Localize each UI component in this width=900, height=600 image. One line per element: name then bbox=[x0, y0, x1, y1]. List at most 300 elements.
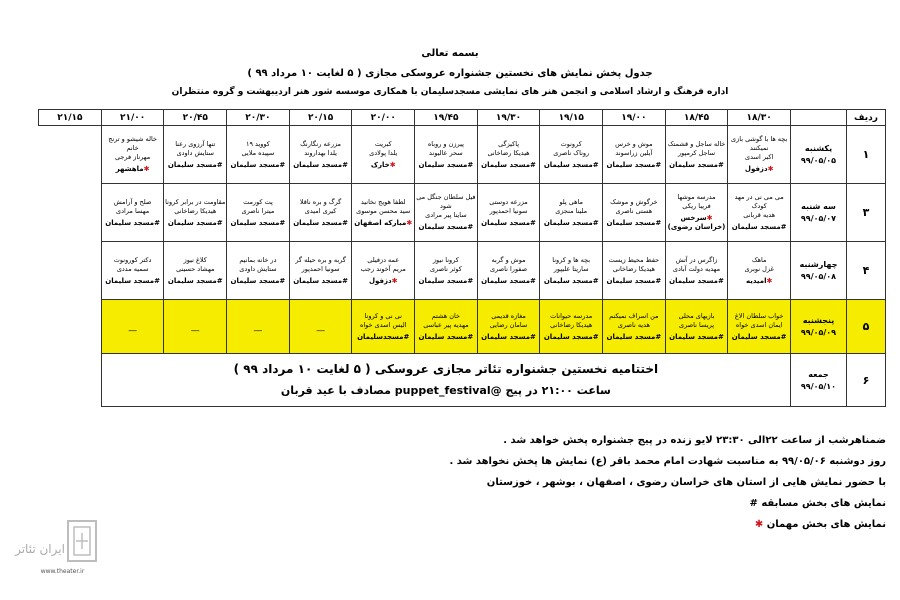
show-city bbox=[540, 161, 602, 170]
day-name: سه شنبه bbox=[801, 202, 836, 211]
table-row bbox=[39, 300, 886, 354]
day-name: جمعه bbox=[808, 369, 829, 379]
column-header-row-number: ردیف bbox=[847, 110, 886, 126]
show-director: فریبا ریکی bbox=[682, 202, 711, 210]
show-title: کووید ۱۹ bbox=[245, 139, 270, 148]
show-title: لطفا هویج نخانید bbox=[360, 197, 406, 206]
show-city bbox=[164, 161, 226, 170]
show-title: پت کورمت bbox=[243, 197, 273, 206]
show-city bbox=[540, 277, 602, 286]
show-city bbox=[540, 219, 602, 228]
column-header-time: ۱۸/۴۵ bbox=[665, 110, 728, 126]
show-city bbox=[478, 277, 540, 286]
competition-hash-icon: # bbox=[216, 276, 223, 285]
show-city bbox=[352, 333, 414, 342]
show-cell bbox=[415, 126, 478, 184]
show-director: مهرناز فرجی bbox=[115, 153, 151, 161]
show-director: ساینا پیر مرادی bbox=[425, 211, 467, 219]
competition-hash-icon: # bbox=[342, 160, 348, 169]
show-city bbox=[227, 219, 289, 228]
show-director: میترا ناصری bbox=[241, 206, 275, 215]
note-guest: نمایش های بخش مهمان ✱ bbox=[754, 519, 886, 530]
show-city bbox=[102, 219, 164, 228]
guest-star-icon: ✱ bbox=[391, 276, 398, 285]
competition-hash-icon: # bbox=[592, 218, 599, 227]
column-header-time: ۲۱/۰۰ bbox=[101, 110, 164, 126]
show-city bbox=[603, 219, 665, 228]
show-director: آیلین زراسوند bbox=[615, 148, 653, 157]
show-director: هیدیکا رضاخانی bbox=[550, 320, 593, 329]
show-city bbox=[603, 333, 665, 342]
show-city bbox=[603, 161, 665, 170]
show-director: سونیا احمدپور bbox=[489, 206, 528, 215]
schedule-table bbox=[38, 109, 886, 407]
column-header-time: ۱۸/۳۰ bbox=[728, 110, 791, 126]
show-director: صفورا ناصری bbox=[489, 264, 528, 273]
notes-section bbox=[26, 430, 886, 535]
competition-hash-icon: # bbox=[718, 160, 724, 169]
show-city bbox=[728, 223, 790, 232]
city-name: مسجد سلیمان bbox=[418, 160, 468, 169]
city-name: مسجد سلیمان bbox=[606, 332, 656, 341]
competition-hash-icon: # bbox=[655, 160, 662, 169]
empty-slot: __ bbox=[289, 300, 352, 354]
competition-hash-icon: # bbox=[467, 160, 474, 169]
show-title: خواب سلطان الاغ bbox=[734, 311, 784, 320]
show-city bbox=[478, 161, 540, 170]
show-cell bbox=[728, 184, 791, 242]
day-cell bbox=[791, 184, 847, 242]
row-number: ۵ bbox=[847, 300, 886, 354]
day-cell bbox=[791, 354, 847, 407]
city-name: مسجد سلیمان bbox=[293, 160, 343, 169]
show-director: سونیا احمدپور bbox=[301, 264, 340, 273]
show-cell bbox=[164, 126, 227, 184]
show-cell bbox=[477, 126, 540, 184]
show-title: کرونا نیوز bbox=[432, 255, 459, 264]
city-name: مسجد سلیمان bbox=[669, 160, 719, 169]
show-director: اکبر اسدی bbox=[745, 153, 774, 161]
day-date: ۹۹/۰۵/۰۷ bbox=[800, 214, 837, 223]
show-director: هستی ناصری bbox=[615, 206, 653, 215]
show-city bbox=[728, 165, 790, 174]
show-title: خاله شیشو و ترنج خانم bbox=[108, 135, 157, 152]
show-director: سحر عالیوند bbox=[429, 148, 463, 157]
show-title: من اسراف نمیکنم bbox=[609, 311, 659, 320]
show-title: مزرعه دوستی bbox=[489, 197, 528, 206]
column-header-time: ۱۹/۳۰ bbox=[477, 110, 540, 126]
competition-hash-icon: # bbox=[718, 276, 724, 285]
show-title: موش و گربه bbox=[491, 255, 526, 264]
show-title: ماهی پلو bbox=[559, 197, 584, 206]
show-director: هیدیکا رضاخانی bbox=[174, 206, 217, 215]
show-director: سید محسن موسوی bbox=[356, 206, 411, 215]
show-director: مهشاد حسینی bbox=[176, 264, 215, 273]
show-director: هیدیکا رضاخانی bbox=[612, 264, 655, 273]
row-number: ۳ bbox=[847, 184, 886, 242]
city-name: سرخس (خراسان رضوی) bbox=[667, 214, 726, 231]
show-cell bbox=[415, 300, 478, 354]
show-cell bbox=[352, 300, 415, 354]
show-title: بچه ها با گوشی بازی نمیکنند bbox=[731, 135, 788, 152]
show-director: سامان رضایی bbox=[489, 320, 528, 329]
show-city bbox=[164, 219, 226, 228]
show-city bbox=[227, 161, 289, 170]
competition-hash-icon: # bbox=[342, 218, 348, 227]
day-name: یکشنبه bbox=[804, 144, 833, 153]
day-date: ۹۹/۰۵/۱۰ bbox=[800, 381, 837, 391]
show-title: تنها آرزوی رعنا bbox=[175, 139, 216, 148]
city-name: مسجد سلیمان bbox=[543, 218, 593, 227]
show-title: مغازه قدیمی bbox=[491, 311, 526, 320]
note-provinces: با حضور نمایش هایی از استان های خراسان رضوی ، اصفهان ، بوشهر ، خوزستان bbox=[486, 477, 886, 488]
guest-star-icon: ✱ bbox=[143, 165, 150, 173]
competition-hash-icon: # bbox=[530, 332, 536, 341]
show-director: هدیه ناصری bbox=[617, 320, 650, 329]
city-name: مسجد سلیمان bbox=[230, 160, 280, 169]
row-number: ۶ bbox=[847, 354, 886, 407]
show-title: خان هشتم bbox=[431, 311, 461, 320]
show-cell bbox=[477, 242, 540, 300]
city-name: مسجد سلیمان bbox=[481, 160, 531, 169]
show-cell bbox=[603, 184, 666, 242]
empty-slot: __ bbox=[101, 300, 164, 354]
competition-hash-icon: # bbox=[279, 276, 286, 285]
show-cell bbox=[101, 242, 164, 300]
competition-hash-icon: # bbox=[780, 332, 787, 341]
show-title: مقاومت در برابر کرونا bbox=[165, 197, 226, 206]
show-director: کیری امیدی bbox=[304, 206, 337, 215]
show-cell bbox=[603, 300, 666, 354]
city-name: ماهشهر bbox=[115, 165, 144, 173]
city-name: مسجد سلیمان bbox=[606, 160, 656, 169]
show-director: پریسا ناصری bbox=[678, 320, 715, 329]
competition-hash-icon: # bbox=[467, 223, 474, 231]
show-cell bbox=[289, 126, 352, 184]
competition-hash-icon: # bbox=[530, 160, 536, 169]
show-cell bbox=[164, 242, 227, 300]
competition-hash-icon: # bbox=[279, 160, 286, 169]
show-director: کوثر ناصری bbox=[429, 264, 462, 273]
show-city bbox=[415, 161, 477, 170]
show-title: دکتر کورونوت bbox=[113, 255, 152, 264]
table-row bbox=[39, 242, 886, 300]
competition-hash-icon: # bbox=[216, 160, 223, 169]
show-cell bbox=[415, 184, 478, 242]
show-city bbox=[540, 333, 602, 342]
show-cell bbox=[352, 184, 415, 242]
competition-hash-icon: # bbox=[592, 332, 599, 341]
show-director: الیس اسدی خواه bbox=[359, 320, 407, 329]
day-date: ۹۹/۰۵/۰۵ bbox=[800, 156, 837, 165]
show-title: بچه ها و کرونا bbox=[552, 255, 591, 264]
show-director: مهدیه پیر عباسی bbox=[423, 320, 469, 329]
city-name: مسجدسلیمان bbox=[357, 332, 404, 341]
competition-hash-icon: # bbox=[655, 276, 662, 285]
show-title: در خانه بمانیم bbox=[239, 255, 277, 264]
guest-star-icon: ✱ bbox=[406, 218, 413, 227]
show-title: خاله ساجل و قشمتک bbox=[667, 139, 726, 148]
show-director: سمیه مددی bbox=[116, 264, 149, 273]
city-name: مسجد سلیمان bbox=[731, 223, 781, 231]
show-city bbox=[415, 333, 477, 342]
city-name: مبارکه اصفهان bbox=[354, 218, 407, 227]
show-director: هیدیکا رضاخانی bbox=[487, 148, 530, 157]
city-name: مسجد سلیمان bbox=[105, 218, 155, 227]
guest-star-icon: ✱ bbox=[389, 160, 396, 169]
closing-row bbox=[39, 354, 886, 407]
show-title: بازیهای محلی bbox=[678, 311, 715, 320]
city-name: مسجد سلیمان bbox=[293, 276, 343, 285]
show-director: سپیده ملایی bbox=[241, 148, 275, 157]
competition-hash-icon: # bbox=[467, 276, 474, 285]
show-director: ملینا منجزی bbox=[555, 206, 588, 215]
city-name: مسجد سلیمان bbox=[105, 276, 155, 285]
note-live: ضمناهرشب از ساعت ۲۲الی ۲۳:۳۰ لایو زنده در پیج جشنواره پخش خواهد شد . bbox=[503, 435, 886, 446]
competition-hash-icon: # bbox=[279, 218, 286, 227]
show-director: مهسا مرادی bbox=[116, 206, 150, 215]
show-city bbox=[666, 161, 728, 170]
show-title: خرگوش و موشک bbox=[610, 197, 658, 206]
competition-hash-icon: # bbox=[780, 223, 787, 231]
show-cell bbox=[665, 300, 728, 354]
day-cell bbox=[791, 300, 847, 354]
column-header-time: ۲۰/۰۰ bbox=[352, 110, 415, 126]
show-director: ستایش داودی bbox=[239, 264, 277, 273]
show-cell bbox=[728, 126, 791, 184]
show-city bbox=[102, 277, 164, 286]
column-header-time: ۲۰/۳۰ bbox=[227, 110, 290, 126]
city-name: مسجد سلیمان bbox=[293, 218, 343, 227]
show-city bbox=[666, 277, 728, 286]
table-header-row bbox=[39, 110, 886, 126]
show-director: یلدا بهداروند bbox=[304, 148, 337, 157]
show-city bbox=[352, 161, 414, 170]
show-city bbox=[290, 277, 352, 286]
show-city bbox=[728, 333, 790, 342]
closing-title: اختتامیه نخستین جشنواره تئاتر مجازی عروسکی ( ۵ لغایت ۱۰ مرداد ۹۹ ) bbox=[233, 362, 659, 376]
guest-star-icon: ✱ bbox=[766, 276, 773, 285]
show-cell bbox=[227, 126, 290, 184]
guest-star-icon: ✱ bbox=[767, 165, 774, 173]
city-name: مسجد سلیمان bbox=[167, 160, 217, 169]
competition-hash-icon: # bbox=[592, 160, 599, 169]
show-title: فیل سلطان جنگل می شود bbox=[416, 193, 476, 210]
show-cell bbox=[665, 242, 728, 300]
city-name: مسجد سلیمان bbox=[167, 218, 217, 227]
show-cell bbox=[603, 126, 666, 184]
show-city bbox=[290, 219, 352, 228]
city-name: مسجد سلیمان bbox=[167, 276, 217, 285]
show-cell bbox=[477, 184, 540, 242]
competition-hash-icon: # bbox=[154, 218, 160, 227]
show-cell bbox=[728, 300, 791, 354]
show-cell bbox=[540, 126, 603, 184]
show-cell bbox=[352, 126, 415, 184]
row-number: ۴ bbox=[847, 242, 886, 300]
city-name: امیدیه bbox=[745, 276, 767, 285]
city-name: مسجد سلیمان bbox=[543, 160, 593, 169]
show-cell bbox=[227, 184, 290, 242]
show-cell bbox=[164, 184, 227, 242]
show-title: مدرسه موشها bbox=[677, 193, 716, 201]
show-city bbox=[415, 277, 477, 286]
show-director: یلدا پولادی bbox=[369, 148, 398, 157]
row-number: ۱ bbox=[847, 126, 886, 184]
show-cell bbox=[665, 184, 728, 242]
guest-star-icon: ✱ bbox=[706, 214, 713, 222]
show-director: ساریتا علیپور bbox=[553, 264, 589, 273]
city-name: مسجد سلیمان bbox=[481, 332, 531, 341]
show-title: کرونوت bbox=[560, 139, 582, 148]
show-city bbox=[227, 277, 289, 286]
day-name: چهارشنبه bbox=[799, 260, 838, 269]
show-director: مریم آخوند رجب bbox=[360, 264, 406, 273]
column-header-time: ۲۰/۱۵ bbox=[289, 110, 352, 126]
city-name: دزفول bbox=[744, 165, 768, 173]
city-name: مسجد سلیمان bbox=[418, 332, 468, 341]
logo-site: www.theater.ir bbox=[40, 568, 85, 575]
city-name: مسجد سلیمان bbox=[669, 332, 719, 341]
city-name: مسجد سلیمان bbox=[543, 276, 593, 285]
show-cell bbox=[101, 184, 164, 242]
competition-hash-icon: # bbox=[592, 276, 599, 285]
competition-hash-icon: # bbox=[530, 276, 536, 285]
organizer-line: اداره فرهنگ و ارشاد اسلامی و انجمن هنر های نمایشی مسجدسلیمان با همکاری موسسه شور هنر اردیبهشت و گروه منتظران bbox=[171, 87, 729, 97]
show-title: کبریت bbox=[374, 139, 392, 148]
city-name: مسجد سلیمان bbox=[230, 218, 280, 227]
day-name: پنجشنبه bbox=[802, 316, 835, 325]
show-cell bbox=[352, 242, 415, 300]
column-header-day bbox=[791, 110, 847, 126]
competition-hash-icon: # bbox=[655, 218, 662, 227]
star-icon: ✱ bbox=[754, 519, 764, 530]
column-header-time: ۲۰/۴۵ bbox=[164, 110, 227, 126]
table-row bbox=[39, 184, 886, 242]
column-header-time: ۲۱/۱۵ bbox=[39, 110, 102, 126]
city-name: مسجد سلیمان bbox=[418, 276, 468, 285]
competition-hash-icon: # bbox=[467, 332, 474, 341]
show-title: مدرسه حیوانات bbox=[550, 311, 593, 320]
schedule-title: جدول پخش نمایش های نخستین جشنواره عروسکی مجازی ( ۵ لغایت ۱۰ مرداد ۹۹ ) bbox=[247, 68, 653, 79]
show-title: حفظ محیط زیست bbox=[608, 255, 660, 264]
document-heading: بسمه تعالی bbox=[421, 48, 479, 59]
note-competition: نمایش های بخش مسابقه # bbox=[749, 498, 886, 509]
show-title: گربه و بره حیله گر bbox=[295, 255, 346, 264]
show-cell bbox=[728, 242, 791, 300]
show-title: نی نی و کرونا bbox=[364, 311, 402, 320]
show-title: موش و خرس bbox=[615, 139, 653, 148]
show-city bbox=[603, 277, 665, 286]
city-name: مسجد سلیمان bbox=[543, 332, 593, 341]
city-name: مسجد سلیمان bbox=[418, 223, 468, 231]
competition-hash-icon: # bbox=[403, 332, 410, 341]
show-director: روناک ناصری bbox=[553, 148, 590, 157]
show-title: ماهک bbox=[751, 255, 767, 264]
show-cell bbox=[540, 184, 603, 242]
logo-name: ایران تئاتر bbox=[15, 542, 65, 556]
show-cell bbox=[665, 126, 728, 184]
column-header-time: ۱۹/۰۰ bbox=[603, 110, 666, 126]
city-name: دزفول bbox=[368, 276, 392, 285]
show-cell bbox=[289, 184, 352, 242]
note-monday: روز دوشنبه ۹۹/۰۵/۰۶ به مناسبت شهادت امام محمد باقر (ع) نمایش ها پخش نخواهد شد . bbox=[449, 456, 886, 467]
show-director: ساجل کرمپور bbox=[677, 148, 716, 157]
empty-slot: __ bbox=[164, 300, 227, 354]
day-date: ۹۹/۰۵/۰۹ bbox=[800, 328, 837, 337]
show-director: مهدیه دولت آبادی bbox=[672, 264, 721, 273]
day-cell bbox=[791, 126, 847, 184]
show-title: پیرزن و روباه bbox=[427, 139, 464, 148]
table-row bbox=[39, 126, 886, 184]
show-cell bbox=[477, 300, 540, 354]
show-title: گرگ و بره ناقلا bbox=[299, 197, 342, 206]
show-city bbox=[290, 161, 352, 170]
competition-hash-icon: # bbox=[530, 218, 536, 227]
day-cell bbox=[791, 242, 847, 300]
show-city bbox=[164, 277, 226, 286]
day-date: ۹۹/۰۵/۰۸ bbox=[800, 272, 837, 281]
city-name: مسجد سلیمان bbox=[606, 218, 656, 227]
competition-hash-icon: # bbox=[216, 218, 223, 227]
show-title: کلاغ نیوز bbox=[183, 255, 207, 264]
column-header-time: ۱۹/۱۵ bbox=[540, 110, 603, 126]
show-cell bbox=[289, 242, 352, 300]
show-director: هدیه قربانی bbox=[743, 211, 776, 219]
show-title: زاگرس در آتش bbox=[675, 255, 718, 264]
show-title: می می نی در مهد کودک bbox=[734, 193, 784, 210]
show-director: ایمان اسدی خواه bbox=[735, 320, 783, 329]
show-city bbox=[728, 277, 790, 286]
closing-ceremony-cell bbox=[101, 354, 790, 407]
competition-hash-icon: # bbox=[718, 332, 724, 341]
show-city bbox=[352, 219, 414, 228]
show-title: عمه دزفیلی bbox=[367, 255, 400, 264]
city-name: مسجد سلیمان bbox=[731, 332, 781, 341]
show-cell bbox=[540, 300, 603, 354]
show-city bbox=[102, 165, 164, 174]
show-cell bbox=[227, 242, 290, 300]
competition-hash-icon: # bbox=[154, 276, 160, 285]
competition-hash-icon: # bbox=[342, 276, 348, 285]
show-city bbox=[415, 223, 477, 232]
city-name: خارک bbox=[370, 160, 390, 169]
show-cell bbox=[540, 242, 603, 300]
competition-hash-icon: # bbox=[655, 332, 662, 341]
column-header-time: ۱۹/۴۵ bbox=[415, 110, 478, 126]
city-name: مسجد سلیمان bbox=[230, 276, 280, 285]
show-cell bbox=[415, 242, 478, 300]
city-name: مسجد سلیمان bbox=[481, 218, 531, 227]
show-city bbox=[666, 333, 728, 342]
closing-time: ساعت ۲۱:۰۰ در پیج @puppet_festival مصادف با عید قربان bbox=[280, 384, 611, 397]
city-name: مسجد سلیمان bbox=[481, 276, 531, 285]
show-title: صلح و آرامش bbox=[113, 197, 152, 206]
empty-slot: __ bbox=[227, 300, 290, 354]
city-name: مسجد سلیمان bbox=[669, 276, 719, 285]
show-city bbox=[352, 277, 414, 286]
show-city bbox=[478, 333, 540, 342]
show-director: ستایش داودی bbox=[176, 148, 214, 157]
show-title: مزرعه رنگارنگ bbox=[300, 139, 342, 148]
city-name: مسجد سلیمان bbox=[606, 276, 656, 285]
show-cell bbox=[101, 126, 164, 184]
show-director: غزل نوبری bbox=[744, 264, 774, 273]
show-cell bbox=[603, 242, 666, 300]
show-city bbox=[478, 219, 540, 228]
show-city bbox=[666, 214, 728, 232]
show-title: پاکیزگی bbox=[498, 139, 520, 148]
